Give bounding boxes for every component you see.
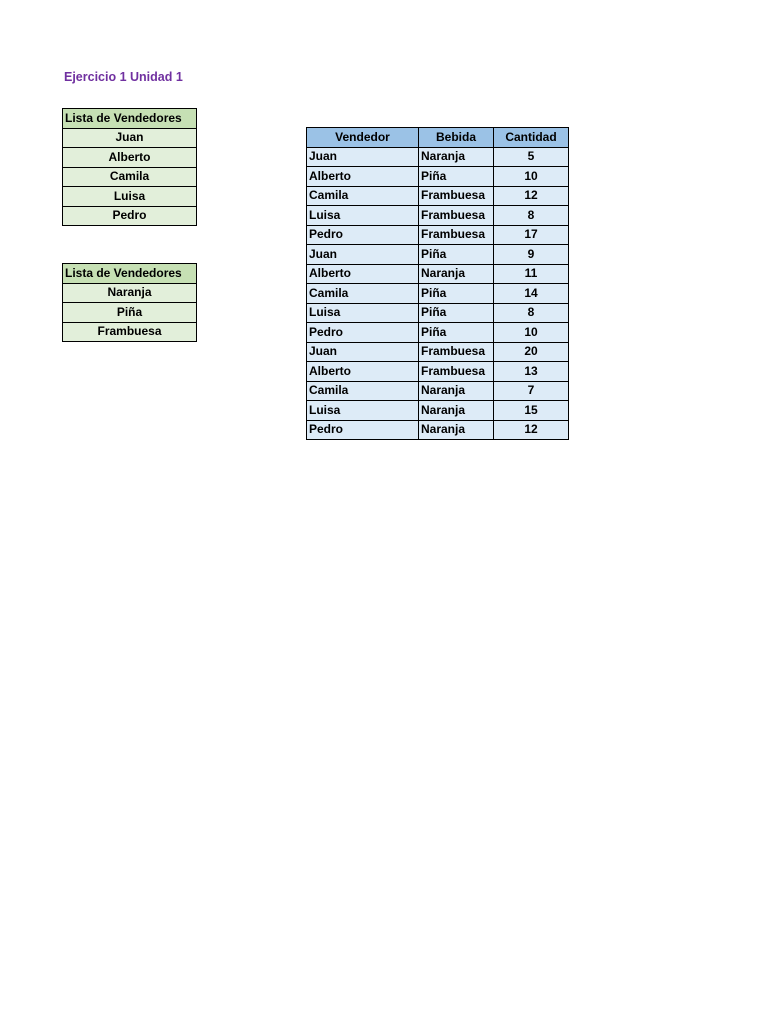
vendedor-cell[interactable]: Pedro — [307, 323, 419, 343]
bebida-cell[interactable]: Piña — [419, 245, 494, 265]
vendedor-cell[interactable]: Luisa — [307, 303, 419, 323]
bebida-cell[interactable]: Naranja — [419, 264, 494, 284]
cantidad-cell[interactable]: 10 — [494, 167, 569, 187]
page-title: Ejercicio 1 Unidad 1 — [64, 70, 183, 84]
bebida-cell[interactable]: Naranja — [419, 420, 494, 440]
list-cell[interactable]: Piña — [63, 303, 197, 323]
cantidad-cell[interactable]: 5 — [494, 147, 569, 167]
list-item — [63, 128, 197, 148]
vendedor-cell[interactable]: Luisa — [307, 206, 419, 226]
table-row — [307, 206, 569, 226]
cantidad-cell[interactable]: 14 — [494, 284, 569, 304]
vendedor-cell[interactable]: Juan — [307, 245, 419, 265]
table-row — [307, 186, 569, 206]
bebida-cell[interactable]: Frambuesa — [419, 225, 494, 245]
bebida-cell[interactable]: Piña — [419, 323, 494, 343]
vendedor-cell[interactable]: Alberto — [307, 362, 419, 382]
cantidad-cell[interactable]: 20 — [494, 342, 569, 362]
vendedores-list — [62, 108, 197, 226]
table-row — [307, 264, 569, 284]
table-row — [307, 401, 569, 421]
list-item — [63, 206, 197, 226]
list-cell[interactable]: Frambuesa — [63, 322, 197, 342]
vendedor-cell[interactable]: Camila — [307, 284, 419, 304]
cantidad-cell[interactable]: 12 — [494, 186, 569, 206]
vendedor-cell[interactable]: Camila — [307, 381, 419, 401]
cantidad-cell[interactable]: 11 — [494, 264, 569, 284]
bebida-cell[interactable]: Frambuesa — [419, 362, 494, 382]
vendedor-cell[interactable]: Alberto — [307, 264, 419, 284]
list-header-row — [63, 109, 197, 129]
vendedor-cell[interactable]: Alberto — [307, 167, 419, 187]
cantidad-cell[interactable]: 13 — [494, 362, 569, 382]
list-item — [63, 283, 197, 303]
vendedor-cell[interactable]: Luisa — [307, 401, 419, 421]
bebida-cell[interactable]: Piña — [419, 303, 494, 323]
bebida-cell[interactable]: Frambuesa — [419, 186, 494, 206]
column-header-bebida[interactable]: Bebida — [419, 128, 494, 148]
vendedor-cell[interactable]: Juan — [307, 342, 419, 362]
list-cell[interactable]: Naranja — [63, 283, 197, 303]
list-cell[interactable]: Pedro — [63, 206, 197, 226]
table-row — [307, 225, 569, 245]
table-header-row — [307, 128, 569, 148]
cantidad-cell[interactable]: 8 — [494, 303, 569, 323]
table-row — [307, 420, 569, 440]
list-header[interactable]: Lista de Vendedores — [63, 109, 197, 129]
bebidas-list — [62, 263, 197, 342]
cantidad-cell[interactable]: 7 — [494, 381, 569, 401]
list-item — [63, 322, 197, 342]
bebida-cell[interactable]: Piña — [419, 284, 494, 304]
list-item — [63, 303, 197, 323]
list-header[interactable]: Lista de Vendedores — [63, 264, 197, 284]
table-row — [307, 342, 569, 362]
vendedor-cell[interactable]: Pedro — [307, 420, 419, 440]
table-row — [307, 303, 569, 323]
cantidad-cell[interactable]: 9 — [494, 245, 569, 265]
bebida-cell[interactable]: Naranja — [419, 147, 494, 167]
table-row — [307, 381, 569, 401]
table-row — [307, 147, 569, 167]
list-cell[interactable]: Luisa — [63, 187, 197, 207]
table-row — [307, 323, 569, 343]
cantidad-cell[interactable]: 15 — [494, 401, 569, 421]
bebida-cell[interactable]: Piña — [419, 167, 494, 187]
bebida-cell[interactable]: Naranja — [419, 401, 494, 421]
table-row — [307, 362, 569, 382]
table-row — [307, 167, 569, 187]
column-header-vendedor[interactable]: Vendedor — [307, 128, 419, 148]
list-cell[interactable]: Camila — [63, 167, 197, 187]
list-item — [63, 187, 197, 207]
vendedor-cell[interactable]: Camila — [307, 186, 419, 206]
list-cell[interactable]: Alberto — [63, 148, 197, 168]
bebida-cell[interactable]: Frambuesa — [419, 342, 494, 362]
list-header-row — [63, 264, 197, 284]
cantidad-cell[interactable]: 8 — [494, 206, 569, 226]
table-row — [307, 284, 569, 304]
list-cell[interactable]: Juan — [63, 128, 197, 148]
vendedor-cell[interactable]: Juan — [307, 147, 419, 167]
table-row — [307, 245, 569, 265]
list-item — [63, 167, 197, 187]
cantidad-cell[interactable]: 12 — [494, 420, 569, 440]
bebida-cell[interactable]: Naranja — [419, 381, 494, 401]
vendedor-cell[interactable]: Pedro — [307, 225, 419, 245]
list-item — [63, 148, 197, 168]
bebida-cell[interactable]: Frambuesa — [419, 206, 494, 226]
cantidad-cell[interactable]: 17 — [494, 225, 569, 245]
sales-table — [306, 127, 569, 440]
cantidad-cell[interactable]: 10 — [494, 323, 569, 343]
column-header-cantidad[interactable]: Cantidad — [494, 128, 569, 148]
